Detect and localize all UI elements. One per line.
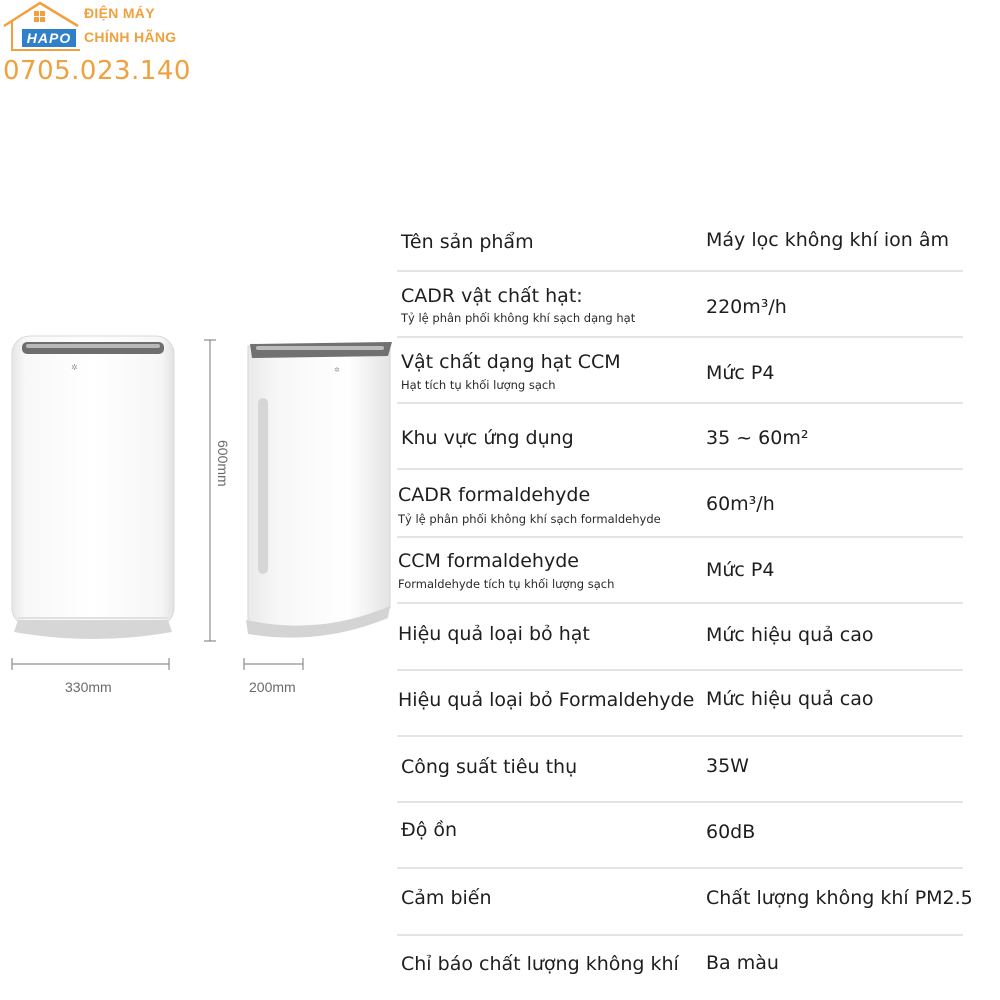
spec-sublabel: Formaldehyde tích tụ khối lượng sạch (398, 577, 615, 591)
spec-label: Chỉ báo chất lượng không khí (401, 953, 679, 975)
spec-label: Hiệu quả loại bỏ hạt (398, 623, 590, 645)
spec-value: Mức hiệu quả cao (706, 688, 874, 710)
row-divider (397, 402, 963, 404)
spec-label: Khu vực ứng dụng (401, 427, 574, 449)
row-divider (397, 270, 963, 272)
spec-row (397, 688, 963, 738)
row-divider (397, 336, 963, 338)
spec-value: Mức hiệu quả cao (706, 624, 874, 646)
spec-value: 35 ~ 60m² (706, 427, 809, 449)
brand-logo (0, 0, 190, 90)
row-divider (397, 801, 963, 803)
row-divider (397, 468, 963, 470)
spec-label: CADR formaldehyde (398, 484, 591, 506)
spec-sublabel: Hạt tích tụ khối lượng sạch (401, 378, 556, 392)
spec-value: 35W (706, 755, 749, 777)
spec-label: CCM formaldehyde (398, 550, 579, 572)
brand-phone: 0705.023.140 (3, 56, 191, 86)
svg-text:✲: ✲ (71, 363, 78, 372)
spec-value: Mức P4 (706, 362, 775, 384)
row-divider (397, 867, 963, 869)
spec-label: CADR vật chất hạt: (401, 285, 583, 307)
spec-label: Cảm biến (401, 887, 492, 909)
spec-row (397, 283, 963, 343)
spec-value: Mức P4 (706, 559, 775, 581)
row-divider (397, 934, 963, 936)
spec-label: Công suất tiêu thụ (401, 756, 578, 778)
row-divider (397, 602, 963, 604)
spec-value: Ba màu (706, 952, 779, 974)
spec-value: Chất lượng không khí PM2.5 (706, 887, 973, 909)
spec-row (397, 425, 963, 475)
height-dimension-label: 600mm (215, 440, 231, 487)
spec-value: 220m³/h (706, 296, 787, 318)
spec-label: Độ ồn (401, 819, 458, 841)
spec-row (397, 623, 963, 673)
spec-row (397, 484, 963, 544)
house-logo-icon (0, 0, 90, 56)
spec-sublabel: Tỷ lệ phân phối không khí sạch dạng hạt (401, 311, 636, 325)
spec-label: Tên sản phẩm (401, 231, 534, 253)
spec-value: 60dB (706, 821, 756, 843)
spec-sublabel: Tỷ lệ phân phối không khí sạch formaldehyde (398, 512, 661, 526)
spec-value: Máy lọc không khí ion âm (706, 229, 950, 251)
row-divider (397, 669, 963, 671)
svg-text:✲: ✲ (334, 366, 340, 374)
spec-row (397, 226, 963, 276)
dimension-lines (0, 330, 320, 680)
brand-wordmark: HAPO (22, 29, 76, 47)
spec-row (397, 952, 963, 998)
width-dimension-label: 330mm (65, 679, 112, 695)
spec-label: Hiệu quả loại bỏ Formaldehyde (398, 689, 695, 711)
row-divider (397, 536, 963, 538)
spec-value: 60m³/h (706, 493, 775, 515)
spec-row (397, 350, 963, 410)
depth-dimension-label: 200mm (249, 679, 296, 695)
spec-row (397, 550, 963, 610)
spec-label: Vật chất dạng hạt CCM (401, 351, 621, 373)
spec-row (397, 887, 973, 939)
row-divider (397, 735, 963, 737)
brand-tagline-1: ĐIỆN MÁY (84, 5, 155, 21)
brand-tagline-2: CHÍNH HÃNG (84, 29, 177, 45)
spec-row (397, 755, 963, 805)
spec-row (397, 819, 963, 871)
